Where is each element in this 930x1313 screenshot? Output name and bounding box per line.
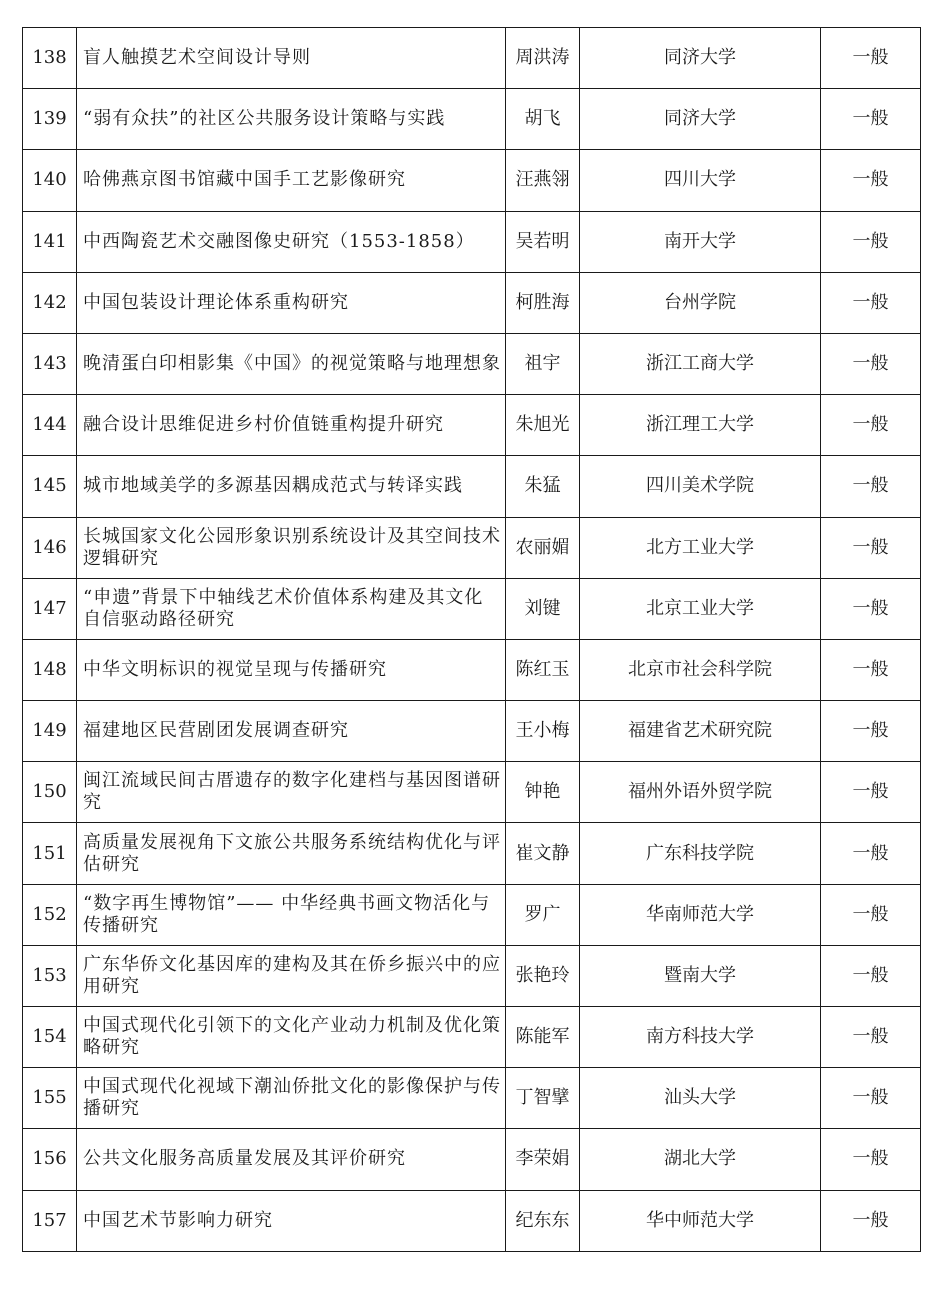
project-title-cell bbox=[77, 945, 506, 1006]
row-number: 151 bbox=[32, 842, 67, 864]
principal-investigator: 王小梅 bbox=[515, 720, 570, 742]
institution: 广东科技学院 bbox=[646, 842, 754, 864]
row-number: 143 bbox=[32, 353, 67, 375]
row-number-cell bbox=[23, 578, 77, 639]
project-title-cell bbox=[77, 762, 506, 823]
project-title-cell bbox=[77, 517, 506, 578]
project-title: 广东华侨文化基因库的建构及其在侨乡振兴中的应用研究 bbox=[83, 953, 501, 997]
row-number: 155 bbox=[32, 1087, 67, 1109]
project-title: 中国艺术节影响力研究 bbox=[83, 1209, 273, 1231]
institution: 福州外语外贸学院 bbox=[628, 781, 772, 803]
table-row bbox=[23, 272, 921, 333]
project-title: 融合设计思维促进乡村价值链重构提升研究 bbox=[83, 414, 444, 436]
table-row bbox=[23, 150, 921, 211]
institution: 台州学院 bbox=[664, 291, 736, 313]
project-category: 一般 bbox=[852, 475, 889, 497]
principal-investigator: 周洪涛 bbox=[515, 47, 570, 69]
table-row bbox=[23, 333, 921, 394]
project-category: 一般 bbox=[852, 47, 889, 69]
institution: 华中师范大学 bbox=[646, 1209, 754, 1231]
principal-investigator-cell bbox=[506, 28, 580, 89]
principal-investigator: 李荣娟 bbox=[515, 1148, 570, 1170]
principal-investigator: 陈红玉 bbox=[515, 658, 570, 680]
principal-investigator-cell bbox=[506, 945, 580, 1006]
row-number: 157 bbox=[32, 1209, 67, 1231]
row-number-cell bbox=[23, 884, 77, 945]
project-title-cell bbox=[77, 456, 506, 517]
principal-investigator-cell bbox=[506, 517, 580, 578]
table-row bbox=[23, 1190, 921, 1251]
project-title-cell bbox=[77, 333, 506, 394]
principal-investigator-cell bbox=[506, 456, 580, 517]
project-title: 高质量发展视角下文旅公共服务系统结构优化与评估研究 bbox=[83, 831, 501, 875]
row-number: 154 bbox=[32, 1026, 67, 1048]
project-title-cell bbox=[77, 211, 506, 272]
principal-investigator-cell bbox=[506, 884, 580, 945]
project-title: 公共文化服务高质量发展及其评价研究 bbox=[83, 1148, 406, 1170]
row-number-cell bbox=[23, 333, 77, 394]
table-row bbox=[23, 517, 921, 578]
principal-investigator-cell bbox=[506, 89, 580, 150]
project-category: 一般 bbox=[852, 903, 889, 925]
row-number-cell bbox=[23, 517, 77, 578]
principal-investigator: 丁智擘 bbox=[515, 1087, 570, 1109]
row-number-cell bbox=[23, 762, 77, 823]
project-title-cell bbox=[77, 1129, 506, 1190]
institution-cell bbox=[580, 701, 821, 762]
institution-cell bbox=[580, 456, 821, 517]
project-category: 一般 bbox=[852, 291, 889, 313]
project-category-cell bbox=[821, 639, 921, 700]
institution: 北京市社会科学院 bbox=[628, 658, 772, 680]
project-category: 一般 bbox=[852, 1209, 889, 1231]
project-title: 中华文明标识的视觉呈现与传播研究 bbox=[83, 658, 387, 680]
project-category: 一般 bbox=[852, 720, 889, 742]
table-row bbox=[23, 884, 921, 945]
principal-investigator-cell bbox=[506, 823, 580, 884]
row-number: 144 bbox=[32, 414, 67, 436]
project-title: “数字再生博物馆”—— 中华经典书画文物活化与传播研究 bbox=[83, 892, 491, 936]
principal-investigator-cell bbox=[506, 1007, 580, 1068]
principal-investigator: 朱旭光 bbox=[515, 414, 570, 436]
principal-investigator-cell bbox=[506, 150, 580, 211]
project-title-cell bbox=[77, 28, 506, 89]
institution: 福建省艺术研究院 bbox=[628, 720, 772, 742]
table-row bbox=[23, 701, 921, 762]
project-category-cell bbox=[821, 1190, 921, 1251]
institution-cell bbox=[580, 1190, 821, 1251]
project-title-cell bbox=[77, 395, 506, 456]
row-number: 148 bbox=[32, 658, 67, 680]
project-title: “弱有众扶”的社区公共服务设计策略与实践 bbox=[83, 108, 446, 130]
project-category-cell bbox=[821, 456, 921, 517]
table-row bbox=[23, 211, 921, 272]
institution: 北方工业大学 bbox=[646, 536, 754, 558]
row-number: 139 bbox=[32, 108, 67, 130]
project-title-cell bbox=[77, 1068, 506, 1129]
institution-cell bbox=[580, 639, 821, 700]
project-category: 一般 bbox=[852, 169, 889, 191]
row-number-cell bbox=[23, 89, 77, 150]
project-title: 中国包装设计理论体系重构研究 bbox=[83, 291, 349, 313]
institution: 北京工业大学 bbox=[646, 597, 754, 619]
project-category: 一般 bbox=[852, 108, 889, 130]
row-number-cell bbox=[23, 945, 77, 1006]
row-number: 156 bbox=[32, 1148, 67, 1170]
project-category-cell bbox=[821, 884, 921, 945]
row-number-cell bbox=[23, 456, 77, 517]
principal-investigator: 吴若明 bbox=[515, 230, 570, 252]
institution: 浙江工商大学 bbox=[646, 353, 754, 375]
table-body bbox=[23, 28, 921, 1252]
project-title: 中西陶瓷艺术交融图像史研究（1553-1858） bbox=[83, 230, 475, 252]
project-list-table bbox=[22, 27, 921, 1252]
project-category-cell bbox=[821, 272, 921, 333]
table-row bbox=[23, 639, 921, 700]
project-title-cell bbox=[77, 639, 506, 700]
project-title: “申遗”背景下中轴线艺术价值体系构建及其文化自信驱动路径研究 bbox=[83, 586, 484, 630]
institution-cell bbox=[580, 517, 821, 578]
row-number: 145 bbox=[32, 475, 67, 497]
project-title-cell bbox=[77, 89, 506, 150]
project-title: 中国式现代化视域下潮汕侨批文化的影像保护与传播研究 bbox=[83, 1076, 501, 1120]
principal-investigator-cell bbox=[506, 639, 580, 700]
project-title: 城市地域美学的多源基因耦成范式与转译实践 bbox=[83, 475, 463, 497]
principal-investigator: 柯胜海 bbox=[515, 291, 570, 313]
project-title: 福建地区民营剧团发展调查研究 bbox=[83, 720, 349, 742]
row-number-cell bbox=[23, 150, 77, 211]
project-category-cell bbox=[821, 28, 921, 89]
row-number: 141 bbox=[32, 230, 67, 252]
principal-investigator: 胡飞 bbox=[524, 108, 561, 130]
row-number: 138 bbox=[32, 47, 67, 69]
institution: 四川美术学院 bbox=[646, 475, 754, 497]
table-row bbox=[23, 456, 921, 517]
principal-investigator-cell bbox=[506, 333, 580, 394]
principal-investigator-cell bbox=[506, 578, 580, 639]
principal-investigator: 朱猛 bbox=[524, 475, 561, 497]
principal-investigator: 张艳玲 bbox=[515, 964, 570, 986]
project-category: 一般 bbox=[852, 1148, 889, 1170]
institution-cell bbox=[580, 578, 821, 639]
institution-cell bbox=[580, 211, 821, 272]
row-number: 140 bbox=[32, 169, 67, 191]
project-title-cell bbox=[77, 884, 506, 945]
table-row bbox=[23, 1129, 921, 1190]
table-row bbox=[23, 395, 921, 456]
institution: 浙江理工大学 bbox=[646, 414, 754, 436]
table-row bbox=[23, 945, 921, 1006]
institution-cell bbox=[580, 823, 821, 884]
principal-investigator-cell bbox=[506, 1190, 580, 1251]
row-number: 147 bbox=[32, 597, 67, 619]
project-category-cell bbox=[821, 762, 921, 823]
table-row bbox=[23, 28, 921, 89]
institution: 四川大学 bbox=[664, 169, 736, 191]
project-category: 一般 bbox=[852, 536, 889, 558]
table-row bbox=[23, 1007, 921, 1068]
principal-investigator: 刘键 bbox=[524, 597, 561, 619]
project-title-cell bbox=[77, 150, 506, 211]
project-category-cell bbox=[821, 701, 921, 762]
table-row bbox=[23, 1068, 921, 1129]
row-number-cell bbox=[23, 395, 77, 456]
institution-cell bbox=[580, 884, 821, 945]
institution-cell bbox=[580, 89, 821, 150]
row-number-cell bbox=[23, 639, 77, 700]
principal-investigator-cell bbox=[506, 1129, 580, 1190]
project-category-cell bbox=[821, 89, 921, 150]
project-title: 哈佛燕京图书馆藏中国手工艺影像研究 bbox=[83, 169, 406, 191]
institution-cell bbox=[580, 1129, 821, 1190]
project-category-cell bbox=[821, 150, 921, 211]
row-number-cell bbox=[23, 701, 77, 762]
project-category-cell bbox=[821, 1129, 921, 1190]
project-category: 一般 bbox=[852, 842, 889, 864]
row-number-cell bbox=[23, 272, 77, 333]
project-category-cell bbox=[821, 578, 921, 639]
project-title: 中国式现代化引领下的文化产业动力机制及优化策略研究 bbox=[83, 1015, 501, 1059]
project-category: 一般 bbox=[852, 414, 889, 436]
institution-cell bbox=[580, 1007, 821, 1068]
principal-investigator: 陈能军 bbox=[515, 1026, 570, 1048]
institution-cell bbox=[580, 28, 821, 89]
row-number-cell bbox=[23, 1007, 77, 1068]
institution-cell bbox=[580, 1068, 821, 1129]
project-title-cell bbox=[77, 701, 506, 762]
principal-investigator-cell bbox=[506, 211, 580, 272]
row-number: 150 bbox=[32, 781, 67, 803]
project-category-cell bbox=[821, 1007, 921, 1068]
project-category: 一般 bbox=[852, 658, 889, 680]
row-number: 149 bbox=[32, 720, 67, 742]
project-category: 一般 bbox=[852, 597, 889, 619]
row-number-cell bbox=[23, 1190, 77, 1251]
principal-investigator-cell bbox=[506, 272, 580, 333]
project-title: 闽江流域民间古厝遗存的数字化建档与基因图谱研究 bbox=[83, 770, 501, 814]
institution: 同济大学 bbox=[664, 108, 736, 130]
project-category: 一般 bbox=[852, 964, 889, 986]
project-category: 一般 bbox=[852, 353, 889, 375]
project-category-cell bbox=[821, 333, 921, 394]
project-category-cell bbox=[821, 945, 921, 1006]
project-title-cell bbox=[77, 272, 506, 333]
project-category-cell bbox=[821, 211, 921, 272]
project-category-cell bbox=[821, 395, 921, 456]
principal-investigator-cell bbox=[506, 1068, 580, 1129]
principal-investigator: 祖宇 bbox=[524, 353, 561, 375]
institution: 南方科技大学 bbox=[646, 1026, 754, 1048]
project-category-cell bbox=[821, 1068, 921, 1129]
institution: 南开大学 bbox=[664, 230, 736, 252]
principal-investigator-cell bbox=[506, 762, 580, 823]
row-number-cell bbox=[23, 823, 77, 884]
project-category: 一般 bbox=[852, 1026, 889, 1048]
project-category-cell bbox=[821, 517, 921, 578]
project-title: 晚清蛋白印相影集《中国》的视觉策略与地理想象 bbox=[83, 353, 501, 375]
row-number: 152 bbox=[32, 903, 67, 925]
project-category: 一般 bbox=[852, 1087, 889, 1109]
table-row bbox=[23, 89, 921, 150]
project-title-cell bbox=[77, 578, 506, 639]
principal-investigator: 钟艳 bbox=[524, 781, 561, 803]
institution-cell bbox=[580, 333, 821, 394]
institution-cell bbox=[580, 945, 821, 1006]
principal-investigator-cell bbox=[506, 701, 580, 762]
project-category: 一般 bbox=[852, 781, 889, 803]
table-row bbox=[23, 578, 921, 639]
institution-cell bbox=[580, 272, 821, 333]
institution-cell bbox=[580, 150, 821, 211]
project-title-cell bbox=[77, 823, 506, 884]
row-number: 146 bbox=[32, 536, 67, 558]
principal-investigator: 崔文静 bbox=[515, 842, 570, 864]
institution: 同济大学 bbox=[664, 47, 736, 69]
principal-investigator: 罗广 bbox=[524, 903, 561, 925]
institution: 湖北大学 bbox=[664, 1148, 736, 1170]
project-title: 盲人触摸艺术空间设计导则 bbox=[83, 47, 311, 69]
project-title-cell bbox=[77, 1190, 506, 1251]
institution: 汕头大学 bbox=[664, 1087, 736, 1109]
principal-investigator: 纪东东 bbox=[515, 1209, 570, 1231]
project-title-cell bbox=[77, 1007, 506, 1068]
row-number-cell bbox=[23, 211, 77, 272]
table-row bbox=[23, 762, 921, 823]
principal-investigator: 汪燕翎 bbox=[515, 169, 570, 191]
institution: 暨南大学 bbox=[664, 964, 736, 986]
institution-cell bbox=[580, 395, 821, 456]
project-category: 一般 bbox=[852, 230, 889, 252]
principal-investigator: 农丽媚 bbox=[515, 536, 570, 558]
row-number: 142 bbox=[32, 291, 67, 313]
project-category-cell bbox=[821, 823, 921, 884]
row-number-cell bbox=[23, 1068, 77, 1129]
project-title: 长城国家文化公园形象识别系统设计及其空间技术逻辑研究 bbox=[83, 525, 501, 569]
table-row bbox=[23, 823, 921, 884]
institution: 华南师范大学 bbox=[646, 903, 754, 925]
row-number-cell bbox=[23, 1129, 77, 1190]
principal-investigator-cell bbox=[506, 395, 580, 456]
row-number-cell bbox=[23, 28, 77, 89]
institution-cell bbox=[580, 762, 821, 823]
row-number: 153 bbox=[32, 964, 67, 986]
